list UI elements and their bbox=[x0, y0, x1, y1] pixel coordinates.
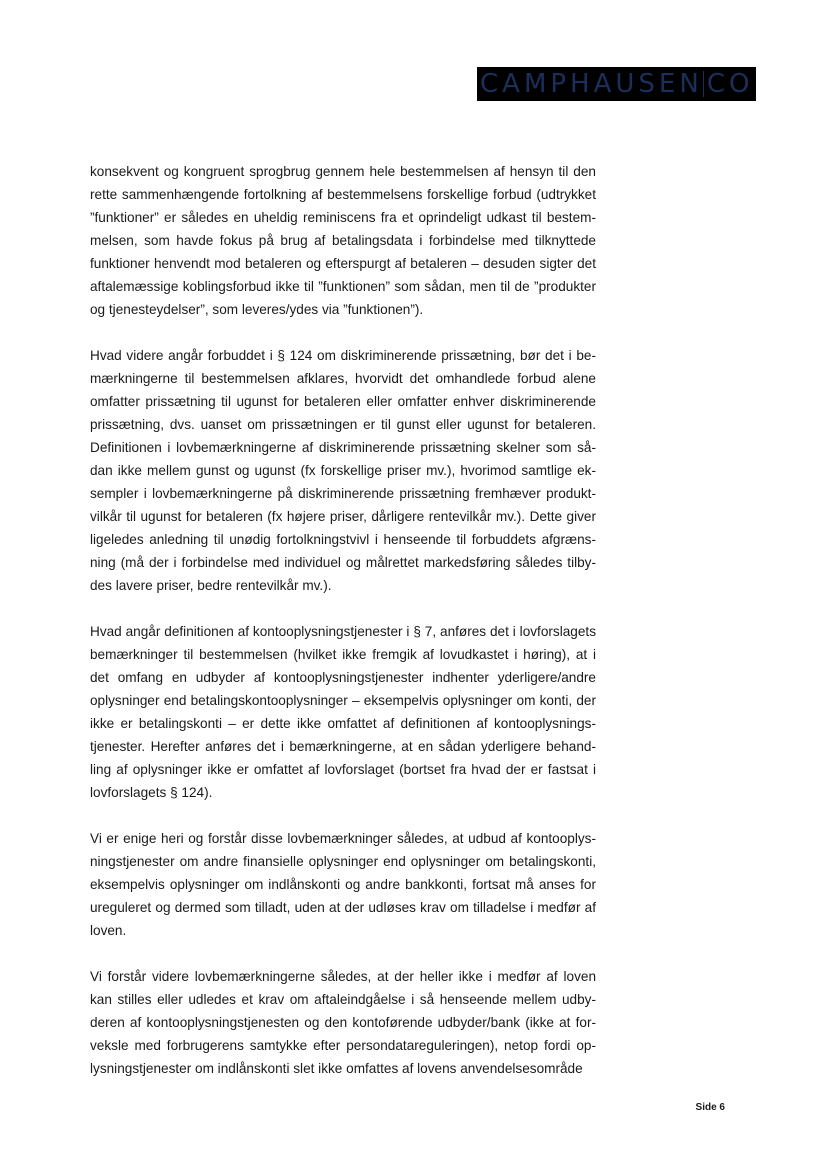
logo-main-text: CAMPHAUSEN bbox=[480, 69, 703, 99]
paragraph-1: konsekvent og kongruent sprogbrug gennem hele bestemmelsen af hensyn til den rette sammenhængende fortolkning af bestemmelsens forskellige forbud (udtrykket ”funktioner” er således en uheldig reminiscens fra et oprindeligt udkast til bestemmelsen, som havde fokus på brug af betalingsdata i forbindelse med tilknyttede funktioner henvendt mod betaleren og efterspurgt af betaleren – desuden sigter det aftalemæssige koblingsforbud ikke til ”funktionen” som sådan, men til de ”produkter og tjenesteydelser”, som leveres/ydes via ”funktionen”). bbox=[90, 164, 596, 317]
company-logo bbox=[477, 67, 756, 101]
document-body bbox=[90, 160, 596, 1103]
logo-suffix-text: CO bbox=[706, 69, 754, 99]
paragraph-2: Hvad videre angår forbuddet i § 124 om diskriminerende prissætning, bør det i bemærkningerne til bestemmelsen afklares, hvorvidt det omhandlede forbud alene omfatter prissætning til ugunst for betaleren eller omfatter enhver diskriminerende prissætning, dvs. uanset om prissætningen er til gunst eller ugunst for betaleren. Definitionen i lovbemærkningerne af diskriminerende prissætning skelner som sådan ikke mellem gunst og ugunst (fx forskellige priser mv.), hvorimod samtlige eksempler i lovbemærkningerne på diskriminerende prissætning fremhæver produktvilkår til ugunst for betaleren (fx højere priser, dårligere rentevilkår mv.). Dette giver ligeledes anledning til unødig fortolkningstvivl i henseende til forbuddets afgrænsning (må der i forbindelse med individuel og målrettet markedsføring således tilbydes lavere priser, bedre rentevilkår mv.). bbox=[90, 348, 596, 593]
logo-divider bbox=[703, 71, 704, 97]
paragraph-4: Vi er enige heri og forstår disse lovbemærkninger således, at udbud af kontooplysningstjenester om andre finansielle oplysninger end oplysninger om betalingskonti, eksempelvis oplysninger om indlånskonti og andre bankkonti, fortsat må anses for ureguleret og dermed som tilladt, uden at der udløses krav om tilladelse i medfør af loven. bbox=[90, 831, 596, 938]
paragraph-3: Hvad angår definitionen af kontooplysningstjenester i § 7, anføres det i lovforslagets bemærkninger til bestemmelsen (hvilket ikke fremgik af lovudkastet i høring), at i det omfang en udbyder af kontooplysningstjenester indhenter yderligere/andre oplysninger end betalingskontooplysninger – eksempelvis oplysninger om konti, der ikke er betalingskonti – er dette ikke omfattet af definitionen af kontooplysningstjenester. Herefter anføres det i bemærkningerne, at en sådan yderligere behandling af oplysninger ikke er omfattet af lovforslaget (bortset fra hvad der er fastsat i lovforslagets § 124). bbox=[90, 624, 596, 800]
page-number: Side 6 bbox=[695, 1102, 725, 1113]
paragraph-5: Vi forstår videre lovbemærkningerne således, at der heller ikke i medfør af loven kan stilles eller udledes et krav om aftaleindgåelse i så henseende mellem udbyderen af kontooplysningstjenesten og den kontoførende udbyder/bank (ikke at forveksle med forbrugerens samtykke efter persondatareguleringen), netop fordi oplysningstjenester om indlånskonti slet ikke omfattes af lovens anvendelsesområde bbox=[90, 969, 596, 1076]
